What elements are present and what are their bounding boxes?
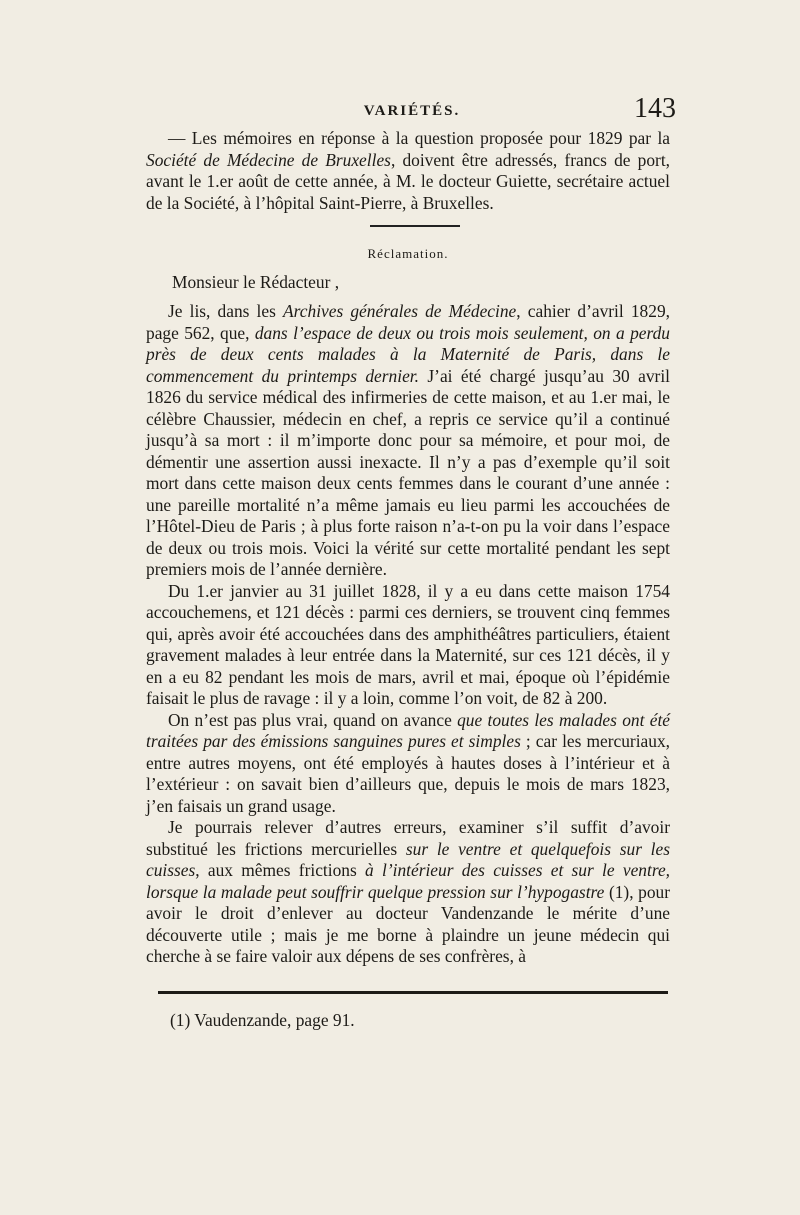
p3-quotation: que toutes les malades ont été traitées par des émissions sanguines pures et simples [146,709,670,751]
p1-text-e: J’ai été chargé jusqu’au 30 avril 1826 du service médical des infirmeries de cette maison, et au 1.er mai, le célèbre Chaussier, médecin en chef, a repris ce service qu’il a continué jusqu’à sa mort : il m’importe donc pour sa mémoire, et pour moi, de démentir une assertion aussi inexacte. Il n’y a pas d’exemple qu’il soit mort dans cette maison deux cents femmes dans le courant d’une année : une pareille mortalité n’a même jamais eu lieu parmi les accouchées de l’Hôtel-Dieu de Paris ; à plus forte raison n’a-t-on pu la voir dans l’espace de deux ou trois mois. Voici la vérité sur cette mortalité pendant les sept premiers mois de l’année dernière. [146,365,670,579]
p4-quotation-1: sur le ventre et quelquefois sur les cuisses [146,838,670,880]
p1-text-c: , cahier d’avril 1829, page 562, que, [146,301,670,343]
notice-society-name: Société de Médecine de Bruxelles [146,149,391,170]
notice-text-2: , doivent être adressés, francs de port, avant le 1.er août de cette année, à M. le docteur Guiette, secrétaire actuel de la Société, à l’hôpital Saint-Pierre, à Bruxelles. [146,149,671,213]
paragraph-2: Du 1.er janvier au 31 juillet 1828, il y a eu dans cette maison 1754 accouchemens, et 121 décès : parmi ces derniers, se trouvent cinq femmes qui, après avoir été accouchées dans des amphithéâtres particuliers, étaient gravement malades à leur entrée dans la Maternité, sur ces 121 décès, il y en a eu 82 pendant les mois de mars, avril et mai, époque où l’épidémie faisait le plus de ravage : il y a loin, comme l’on voit, de 82 à 200. [146,580,670,708]
p1-quotation: dans l’espace de deux ou trois mois seulement, on a perdu près de deux cents malades à la Maternité de Paris, dans le commencement du printemps dernier. [146,322,670,386]
running-head-title: VARIÉTÉS. [363,103,461,119]
paragraph-4 [146,817,670,968]
p1-archives-title: Archives générales de Médecine [283,301,517,321]
p3-text-c: ; car les mercuriaux, entre autres moyens, ont été employés à hautes doses à l’intérieur et à l’extérieur : on savait bien d’ailleurs que, depuis le mois de mars 1823, j’en faisais un grand usage. [146,731,670,816]
p3-text-a: On n’est pas plus vrai, quand on avance [168,709,458,730]
footnote-rule [158,991,668,994]
p4-quotation-2: à l’intérieur des cuisses et sur le ventre, lorsque la malade peut souffrir quelque pression sur l’hypogastre [146,860,671,902]
page-number: 143 [634,93,676,124]
p4-text-c: , aux mêmes frictions [195,860,366,880]
p4-text-a: Je pourrais relever d’autres erreurs, examiner s’il suffit d’avoir substitué les frictions mercurielles [146,817,670,859]
section-separator [370,225,460,227]
paragraph-1 [146,301,670,581]
notice-text-1: — Les mémoires en réponse à la question proposée pour 1829 par la [168,128,670,148]
p4-text-e: (1), pour avoir le droit d’enlever au docteur Vandenzande le mérite d’une découverte utile ; mais je me borne à plaindre un jeune médecin qui cherche à se faire valoir aux dépens de ses confrères, à [146,881,671,966]
p1-text-a: Je lis, dans les [168,301,284,321]
section-title: Réclamation. [367,246,449,261]
salutation: Monsieur le Rédacteur , [172,272,340,292]
letter-body [146,301,670,968]
paragraph-3 [146,710,670,818]
running-head [148,93,676,127]
society-notice [146,128,670,214]
footnote: (1) Vaudenzande, page 91. [170,1010,355,1030]
